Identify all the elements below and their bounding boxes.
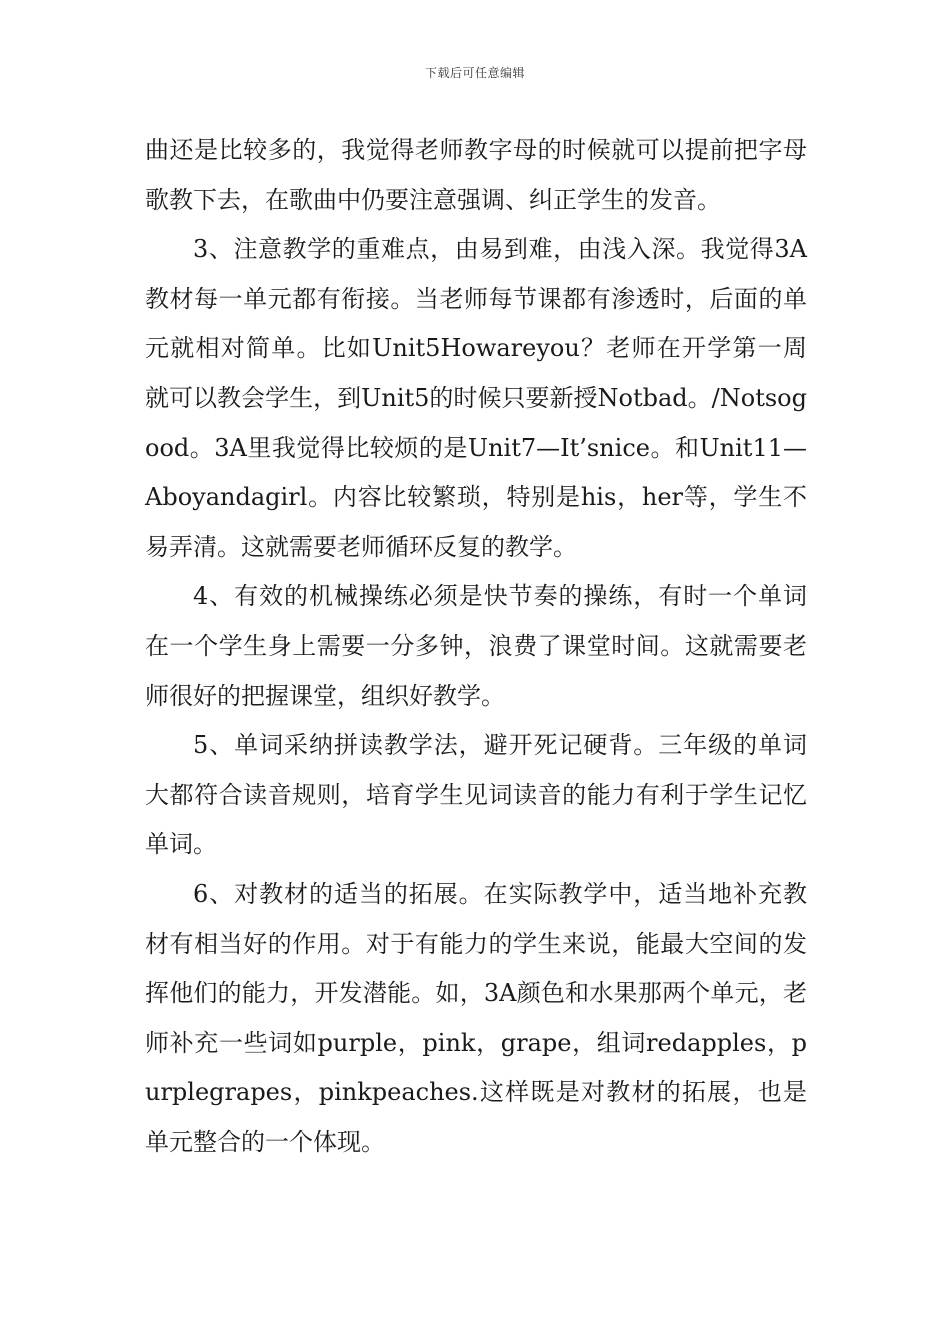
- paragraph-point-5: 5、单词采纳拼读教学法，避开死记硬背。三年级的单词大都符合读音规则，培育学生见词读音的能力有利于学生记忆单词。: [145, 731, 807, 859]
- paragraph-point-6: 6、对教材的适当的拓展。在实际教学中，适当地补充教材有相当好的作用。对于有能力的学生来说，能最大空间的发挥他们的能力，开发潜能。如，3A颜色和水果那两个单元，老师补充一些词如purple，pink，grape，组词redapples，purplegrapes，pinkpeaches.这样既是对教材的拓展，也是单元整合的一个体现。: [145, 879, 807, 1156]
- paragraph-point-4: 4、有效的机械操练必须是快节奏的操练，有时一个单词在一个学生身上需要一分多钟，浪费了课堂时间。这就需要老师很好的把握课堂，组织好教学。: [145, 582, 807, 710]
- paragraph-point-3: 3、注意教学的重难点，由易到难，由浅入深。我觉得3A教材每一单元都有衔接。当老师每节课都有渗透时，后面的单元就相对简单。比如Unit5Howareyou？老师在开学第一周就可以教会学生，到Unit5的时候只要新授Notbad。/Notsogood。3A里我觉得比较烦的是Unit7—It’snice。和Unit11—Aboyandagirl。内容比较繁琐，特别是his，her等，学生不易弄清。这就需要老师循环反复的教学。: [145, 235, 807, 561]
- document-body: [145, 126, 807, 1167]
- paragraph-continuation: 曲还是比较多的，我觉得老师教字母的时候就可以提前把字母歌教下去，在歌曲中仍要注意强调、纠正学生的发音。: [145, 136, 807, 214]
- page-header: 下载后可任意编辑: [424, 66, 525, 80]
